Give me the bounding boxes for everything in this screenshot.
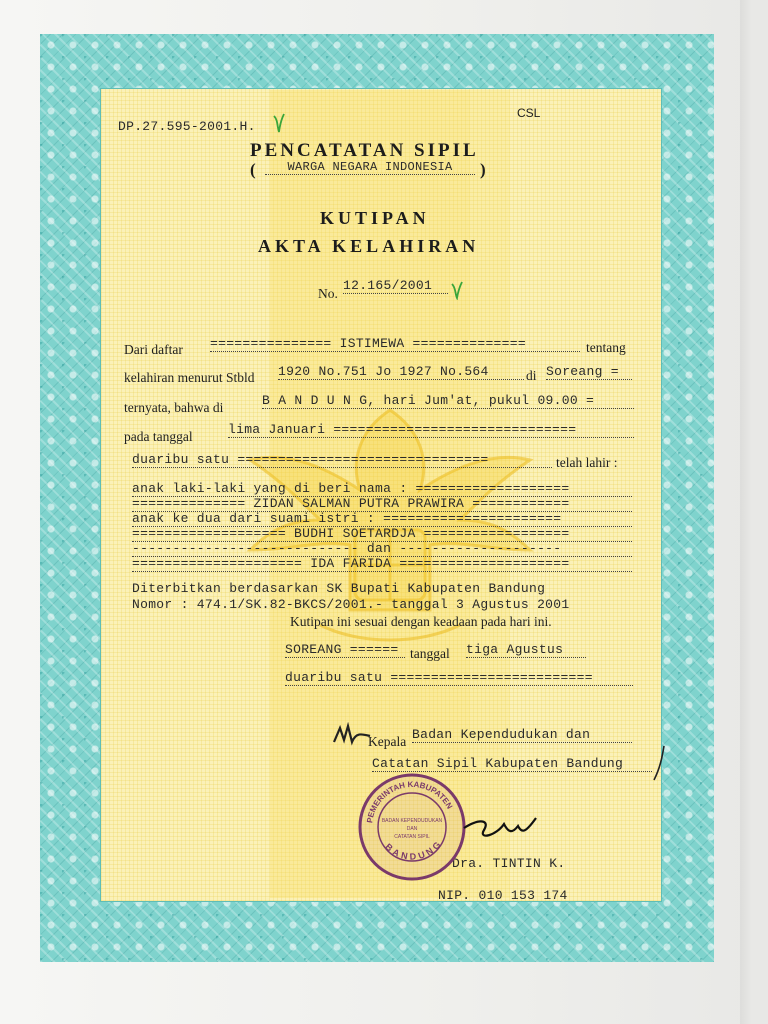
number-label: No.	[318, 286, 338, 301]
nationality-subtitle: WARGA NEGARA INDONESIA	[265, 160, 475, 175]
nip-number: NIP. 010 153 174	[438, 888, 568, 903]
svg-text:BANDUNG: BANDUNG	[383, 837, 445, 862]
tahun-terbit-value: duaribu satu =========================	[285, 670, 633, 686]
green-check-mark-header	[272, 112, 286, 134]
dari-daftar-label: Dari daftar	[124, 342, 183, 357]
certificate-number: 12.165/2001	[343, 278, 448, 294]
tempat-lahir-value: B A N D U N G, hari Jum'at, pukul 09.00 =	[262, 393, 634, 409]
handwritten-signature	[460, 808, 540, 848]
child-name-line: ============== ZIDAN SALMAN PUTRA PRAWIRA ============	[132, 496, 632, 512]
paraf-initial-mark	[332, 722, 374, 748]
tanggal-terbit-value: tiga Agustus	[466, 642, 586, 658]
svg-text:CATATAN SIPIL: CATATAN SIPIL	[394, 834, 430, 840]
tentang-label: tentang	[586, 340, 626, 355]
page-title: PENCATATAN SIPIL	[250, 140, 479, 161]
registration-code: DP.27.595-2001.H.	[118, 119, 256, 134]
official-name: Dra. TINTIN K.	[452, 856, 566, 871]
svg-text:DAN: DAN	[406, 826, 418, 832]
margin-pen-stroke	[650, 744, 670, 784]
diterbitkan-line-2: Nomor : 474.1/SK.82-BKCS/2001.- tanggal 3 Agustus 2001	[132, 597, 570, 612]
document-title-akta: AKTA KELAHIRAN	[258, 236, 480, 256]
kelahiran-label: kelahiran menurut Stbld	[124, 370, 255, 385]
diterbitkan-line-1: Diterbitkan berdasarkan SK Bupati Kabupaten Bandung	[132, 581, 546, 596]
pada-tanggal-label: pada tanggal	[124, 429, 193, 444]
paren-close: )	[480, 160, 486, 179]
svg-text:BADAN KEPENDUDUKAN: BADAN KEPENDUDUKAN	[381, 818, 443, 824]
official-stamp-seal	[357, 772, 467, 882]
telah-lahir-label: telah lahir :	[556, 455, 618, 470]
kutipan-sesuai-text: Kutipan ini sesuai dengan keadaan pada hari ini.	[290, 614, 552, 629]
tempat-terbit-value: SOREANG ======	[285, 642, 405, 658]
paper-fold-shadow	[740, 0, 752, 1024]
anak-ke-line: anak ke dua dari suami istri : ======================	[132, 511, 632, 527]
mother-name-line: ===================== IDA FARIDA =====================	[132, 556, 632, 572]
anak-line: anak laki-laki yang di beri nama : ===================	[132, 481, 632, 497]
document-title-kutipan: KUTIPAN	[320, 208, 430, 228]
dari-daftar-value: =============== ISTIMEWA ==============	[210, 336, 580, 352]
stbld-value: 1920 No.751 Jo 1927 No.564	[278, 364, 524, 380]
green-check-mark	[450, 280, 464, 300]
kepala-label: Kepala	[368, 734, 407, 749]
tanggal-terbit-label: tanggal	[410, 646, 450, 661]
csl-mark: CSL	[517, 106, 541, 120]
tanggal-lahir-value: lima Januari ==============================	[228, 422, 634, 438]
father-name-line: =================== BUDHI SOETARDJA ==================	[132, 526, 632, 542]
jabatan-line-1: Badan Kependudukan dan	[412, 727, 632, 743]
di-label: di	[526, 368, 537, 383]
jabatan-line-2: Catatan Sipil Kabupaten Bandung	[372, 756, 652, 772]
dan-line: ---------------------------- dan --------------------	[132, 541, 632, 557]
di-value: Soreang =	[546, 364, 632, 380]
tahun-lahir-value: duaribu satu ===============================	[132, 452, 552, 468]
svg-text:PEMERINTAH KABUPATEN: PEMERINTAH KABUPATEN	[365, 779, 455, 824]
paren-open: (	[250, 160, 256, 179]
ternyata-label: ternyata, bahwa di	[124, 400, 224, 415]
